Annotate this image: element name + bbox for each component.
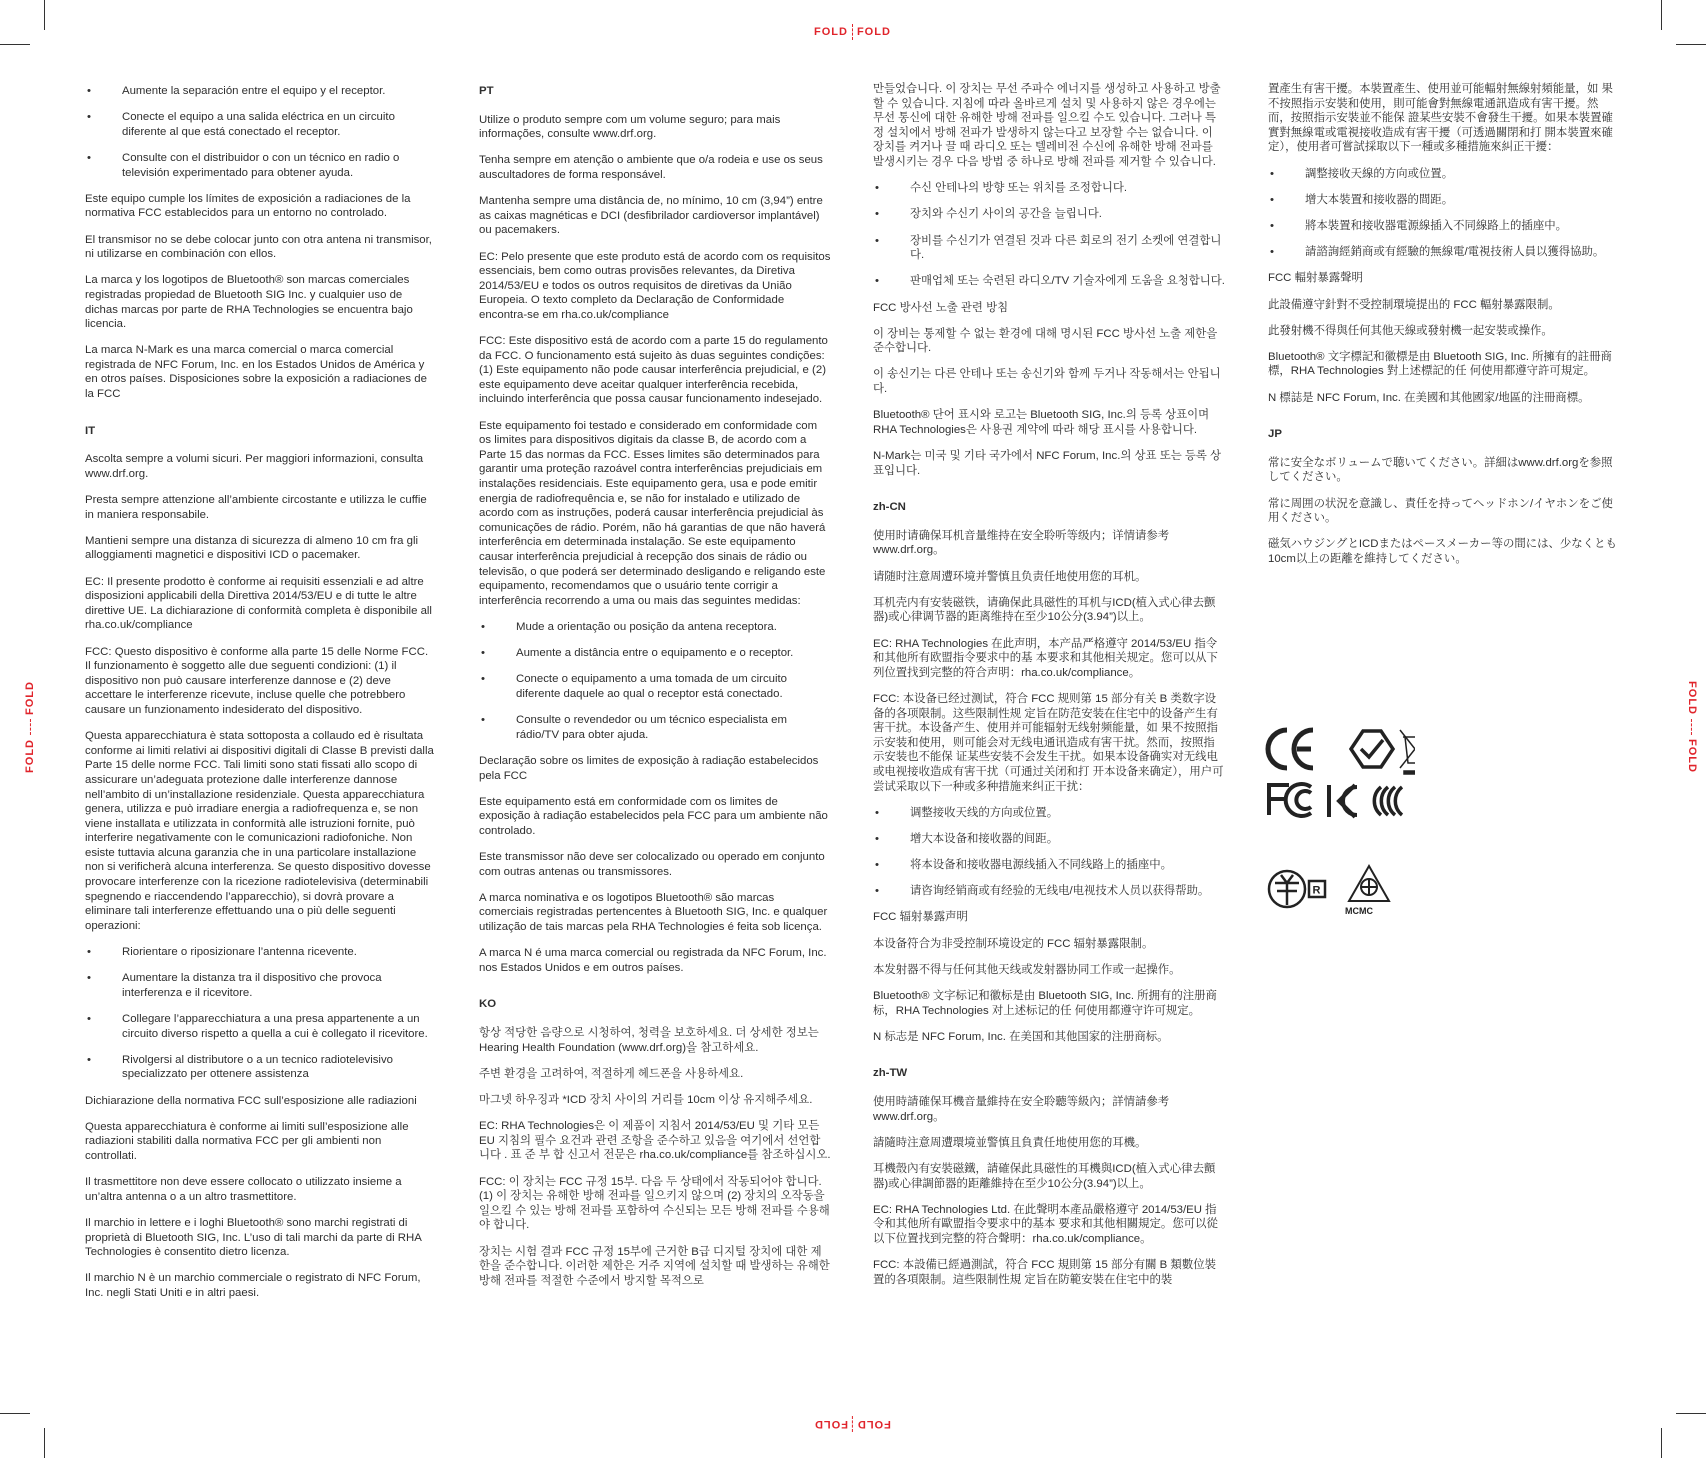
list-item: • 請諮詢經銷商或有經驗的無線電/電視技術人員以獲得協助。: [1268, 245, 1619, 260]
fold-label: FOLD: [23, 739, 36, 773]
list-item: • Rivolgersi al distributore o a un tecnico radiotelevisivo specializzato per ottenere assistenza: [85, 1053, 436, 1082]
paragraph: 항상 적당한 음량으로 시청하여, 청력을 보호하세요. 더 상세한 정보는 Hearing Health Foundation (www.drf.org)을 참고하세요.: [479, 1027, 819, 1054]
paragraph: Questa apparecchiatura è conforme ai limiti sull’esposizione alle radiazioni stabiliti dalla normativa FCC per gli ambienti non controllati.: [85, 1120, 409, 1162]
list-item: • 판매업체 또는 숙련된 라디오/TV 기술자에게 도움을 요청합니다.: [873, 274, 1225, 289]
telec-r-label: R: [1312, 884, 1321, 897]
fold-label: FOLD: [1685, 739, 1698, 773]
paragraph: Dichiarazione della normativa FCC sull’esposizione alle radiazioni: [85, 1094, 417, 1107]
crop-mark: [1661, 1428, 1662, 1458]
telec-mark-icon: [1269, 871, 1325, 907]
list-item: • Consulte o revendedor ou um técnico especialista em rádio/TV para obter ajuda.: [479, 713, 831, 742]
paragraph: Este equipamento foi testado e considerado em conformidade com os limites para dispositivos digitais da classe B, de acordo com a Parte 15 das normas da FCC. Esses limites são determinados para garantir uma proteção razoável contra interferências prejudiciais em instalações residenciais. Este equipamento gera, usa e pode emitir energia de radiofrequência e, se não for instalado e utilizado de acordo com as instruções, poderá causar interferência prejudicial às comunicações de rádio. Porém, não há garantias de que não haverá interferência em determinada instalação. Se este equipamento causar interferência prejudicial à recepção dos sinais de rádio ou televisão, o que poderá ser determinado desligando e religando este equipamento, recomendamos que o usuário tente corrigir a interferência recorrendo a uma ou mais das seguintes medidas:: [479, 419, 826, 607]
paragraph: EC: RHA Technologies은 이 제품이 지침서 2014/53/EU 및 기타 모든 EU 지침의 필수 요건과 관련 조항을 준수하고 있음을 여기에서 선언합니다 . 표 준 부 합 신고서 전문은 rha.co.uk/compliance를 참조하십시오.: [479, 1120, 831, 1162]
paragraph: 장치는 시험 결과 FCC 규정 15부에 근거한 B급 디지털 장치에 대한 제한을 준수합니다. 이러한 제한은 거주 지역에 설치할 때 발생하는 유해한 방해 전파를 적절한 수준에서 방지할 목적으로: [479, 1245, 830, 1287]
paragraph: Este equipo cumple los límites de exposición a radiaciones de la normativa FCC establecidos para un entorno no controlado.: [85, 192, 411, 220]
paragraph: Utilize o produto sempre com um volume seguro; para mais informações, consulte www.drf.org.: [479, 113, 781, 141]
paragraph: FCC 輻射暴露聲明: [1268, 272, 1363, 285]
paragraph: N-Mark는 미국 및 기타 국가에서 NFC Forum, Inc.의 상표 또는 등록 상표입니다.: [873, 450, 1222, 477]
kc-mark-icon: [1329, 785, 1357, 817]
list-item: • Conecte o equipamento a uma tomada de um circuito diferente daquele ao qual o receptor está conectado.: [479, 672, 831, 701]
fold-label: FOLD: [1685, 681, 1698, 715]
paragraph: 置產生有害干擾。本裝置產生、使用並可能輻射無線射頻能量，如 果不按照指示安裝和使用，則可能會對無線電通訊造成有害干擾。然而，按照指示安裝並不能保 證某些安裝不會發生干擾。如果本裝置確實對無線電或電視接收造成有害干擾（可透過關閉和打 開本裝置來確定），使用者可嘗試採取以下一種或多種措施來糾正干擾：: [1268, 83, 1613, 154]
list-item: • 장비를 수신기가 연결된 것과 다른 회로의 전기 소켓에 연결합니다.: [873, 234, 1225, 263]
paragraph: Il trasmettitore non deve essere collocato o utilizzato insieme a un’altra antenna o a un altro trasmettitore.: [85, 1176, 402, 1203]
list-item: • Aumentare la distanza tra il dispositivo che provoca interferenza e il ricevitore.: [85, 971, 436, 1000]
section-heading: IT: [85, 424, 96, 437]
paragraph: La marca N-Mark es una marca comercial o marca comercial registrada de NFC Forum, Inc. en los Estados Unidos de América y en otros países. Disposiciones sobre la exposición a radiaciones de la FCC: [85, 344, 427, 401]
paragraph: EC: Pelo presente que este produto está de acordo com os requisitos essenciais, bem como outras provisões relevantes, da Diretiva 2014/53/EU e todos os outros requisitos de diretivas da União Europeia. O texto completo da Declaração de Conformidade encontra-se em rha.co.uk/compliance: [479, 250, 831, 321]
paragraph: Bluetooth® 文字标记和徽标是由 Bluetooth SIG, Inc. 所拥有的注册商标，RHA Technologies 对上述标记的任 何使用都遵守许可规定。: [873, 990, 1217, 1017]
section-heading: KO: [479, 998, 497, 1011]
paragraph: 주변 환경을 고려하여, 적절하게 헤드폰을 사용하세요.: [479, 1067, 744, 1080]
section-heading: PT: [479, 85, 494, 97]
paragraph: Este transmissor não deve ser colocalizado ou operado em conjunto com outras antenas ou transmissores.: [479, 851, 825, 878]
bullet-list: [479, 620, 831, 742]
list-item: • Riorientare o riposizionare l’antenna ricevente.: [85, 945, 436, 960]
crop-mark: [44, 1428, 45, 1458]
list-item: • 将本设备和接收器电源线插入不同线路上的插座中。: [873, 858, 1225, 873]
paragraph: A marca N é uma marca comercial ou registrada da NFC Forum, Inc. nos Estados Unidos e em outros países.: [479, 947, 827, 974]
paragraph: FCC 辐射暴露声明: [873, 911, 968, 924]
paragraph: 이 송신기는 다른 안테나 또는 송신기와 함께 두거나 작동해서는 안됩니다.: [873, 368, 1221, 396]
mcmc-mark-icon: [1345, 866, 1389, 915]
section-heading: zh-TW: [873, 1067, 908, 1080]
paragraph: La marca y los logotipos de Bluetooth® son marcas comerciales registradas propiedad de Bluetooth SIG Inc. y cualquier uso de dichas marcas por parte de RHA Technologies se encuentra bajo licencia.: [85, 274, 413, 331]
list-item: • Conecte el equipo a una salida eléctrica en un circuito diferente al que está conectado el receptor.: [85, 110, 436, 139]
crop-mark: [1661, 0, 1662, 30]
list-item: • Collegare l’apparecchiatura a una presa appartenente a un circuito diverso rispetto a quella a cui è collegato il ricevitore.: [85, 1012, 436, 1041]
certification-symbols: [1265, 725, 1415, 915]
ce-mark-icon: [1268, 730, 1313, 768]
fold-mark-top: [814, 24, 891, 40]
fold-label: FOLD: [856, 1418, 891, 1430]
fold-label: FOLD: [856, 26, 891, 38]
paragraph: Il marchio in lettere e i loghi Bluetooth® sono marchi registrati di proprietà di Bluetooth SIG, Inc. L’uso di tali marchi da parte di RHA Technologies è consentito dietro licenza.: [85, 1216, 422, 1259]
paragraph: 耳機殼內有安裝磁鐵，請確保此具磁性的耳機與ICD(植入式心律去顫器)或心律調節器的距離維持在至少10公分(3.94”)以上。: [873, 1162, 1216, 1190]
list-item: • Consulte con el distribuidor o con un técnico en radio o televisión experimentado para obtener ayuda.: [85, 151, 436, 180]
bullet-list: [85, 945, 436, 1082]
crop-mark: [1676, 44, 1706, 45]
paragraph: N 标志是 NFC Forum, Inc. 在美国和其他国家的注册商标。: [873, 1030, 1169, 1043]
paragraph: 此設備遵守針對不受控制環境提出的 FCC 輻射暴露限制。: [1268, 298, 1560, 311]
fold-label: FOLD: [23, 681, 36, 715]
paragraph: Mantieni sempre una distanza di sicurezza di almeno 10 cm fra gli alloggiamenti magnetici e dispositivi ICD o pacemaker.: [85, 534, 419, 562]
paragraph: A marca nominativa e os logotipos Bluetooth® são marcas comerciais registradas pertencentes à Bluetooth SIG, Inc. e qualquer utilização de tais marcas pela RHA Technologies é feita sob licença.: [479, 891, 828, 934]
paragraph: FCC 방사선 노출 관련 방침: [873, 301, 1009, 314]
paragraph: Declaração sobre os limites de exposição à radiação estabelecidos pela FCC: [479, 754, 819, 782]
bullet-list: [873, 806, 1225, 899]
paragraph: 常に周囲の状況を意識し、責任を持ってヘッドホン/イヤホンをご使用ください。: [1268, 497, 1613, 525]
fold-mark-right: [1686, 681, 1698, 773]
list-item: • 增大本裝置和接收器的間距。: [1268, 193, 1619, 208]
column-3: [873, 82, 1225, 1299]
column-2: [479, 84, 831, 1300]
paragraph: 此發射機不得與任何其他天線或發射機一起安裝或操作。: [1268, 324, 1553, 337]
crop-mark: [0, 44, 30, 45]
paragraph: 本发射器不得与任何其他天线或发射器协同工作或一起操作。: [873, 963, 1181, 976]
paragraph: 磁気ハウジングとICDまたはペースメーカー等の間には、少なくとも10cm以上の距離を維持してください。: [1268, 538, 1617, 565]
bullet-list: [873, 181, 1225, 289]
paragraph: FCC: 本设备已经过测试，符合 FCC 规则第 15 部分有关 B 类数字设备的各项限制。这些限制性规 定旨在防范安装在住宅中的设备产生有害干扰。本设备产生、使用并可能辐射无线射频能量，如 果不按照指示安装和使用，则可能会对无线电通讯造成有害干扰。然而，按照指示安装也不能保 证某些安装不会发生干扰。如果本设备确实对无线电或电视接收造成有害干扰（可通过关闭和打 开本设备来确定），用户可尝试采取以下一种或多种措施来纠正干扰：: [873, 692, 1224, 793]
paragraph: Tenha sempre em atenção o ambiente que o/a rodeia e use os seus auscultadores de forma responsável.: [479, 154, 823, 181]
section-heading: JP: [1268, 428, 1282, 441]
bullet-list: [1268, 167, 1619, 260]
paragraph: Il marchio N è un marchio commerciale o registrato di NFC Forum, Inc. negli Stati Uniti e in altri paesi.: [85, 1272, 421, 1299]
section-heading: zh-CN: [873, 501, 906, 514]
paragraph: 请随时注意周遭环境并警慎且负责任地使用您的耳机。: [873, 570, 1147, 583]
paragraph: Bluetooth® 단어 표시와 로고는 Bluetooth SIG, Inc.의 등록 상표이며 RHA Technologies은 사용권 계약에 따라 해당 표시를 사용합니다.: [873, 409, 1210, 436]
paragraph: 이 장비는 통제할 수 없는 환경에 대해 명시된 FCC 방사선 노출 제한을 준수합니다.: [873, 327, 1218, 355]
fold-line: [29, 719, 30, 735]
paragraph: EC: Il presente prodotto è conforme ai requisiti essenziali e ad altre disposizioni applicabili della Direttiva 2014/53/EU e di tutte le altre direttive UE. La dichiarazione di conformità completa è disponibile all rha.co.uk/compliance: [85, 575, 432, 632]
paragraph: 請隨時注意周遭環境並警慎且負責任地使用您的耳機。: [873, 1136, 1147, 1149]
paragraph: El transmisor no se debe colocar junto con otra antena ni transmisor, ni utilizarse en combinación con ellos.: [85, 233, 432, 261]
paragraph: N 標誌是 NFC Forum, Inc. 在美國和其他國家/地區的注冊商標。: [1268, 391, 1590, 404]
fold-line: [1691, 719, 1692, 735]
paragraph: 使用時請確保耳機音量維持在安全聆聽等級內；詳情請參考 www.drf.org。: [873, 1095, 1170, 1123]
paragraph: FCC: 本設備已經過測試，符合 FCC 規則第 15 部分有關 B 類數位裝置的各項限制。這些限制性規 定旨在防範安裝在住宅中的裝: [873, 1259, 1216, 1286]
paragraph: EC: RHA Technologies Ltd. 在此聲明本產品嚴格遵守 2014/53/EU 指令和其他所有歐盟指令要求中的基本 要求和其他相關規定。您可以從以下位置找到完整的符合聲明：rha.co.uk/compliance。: [873, 1203, 1218, 1245]
weee-bin-icon: [1400, 730, 1415, 774]
fold-line: [852, 24, 853, 40]
list-item: • 將本裝置和接收器電源線插入不同線路上的插座中。: [1268, 219, 1619, 234]
paragraph: Este equipamento está em conformidade com os limites de exposição à radiação estabelecidos pela FCC para um ambiente não controlado.: [479, 795, 828, 837]
fold-mark-left: [24, 681, 36, 773]
crop-mark: [0, 1413, 30, 1414]
crop-mark: [1676, 1413, 1706, 1414]
paragraph: Ascolta sempre a volumi sicuri. Per maggiori informazioni, consulta www.drf.org.: [85, 453, 424, 480]
list-item: • Mude a orientação ou posição da antena receptora.: [479, 620, 831, 635]
list-item: • 수신 안테나의 방향 또는 위치를 조정합니다.: [873, 181, 1225, 196]
list-item: • 增大本设备和接收器的间距。: [873, 832, 1225, 847]
paragraph: 마그넷 하우징과 *ICD 장치 사이의 거리를 10cm 이상 유지해주세요.: [479, 1093, 813, 1106]
fold-mark-bottom: [814, 1416, 891, 1432]
paragraph: Mantenha sempre uma distância de, no mínimo, 10 cm (3,94”) entre as caixas magnéticas e DCI (desfibrilador cardioversor implantável) ou pacemakers.: [479, 195, 823, 237]
bullet-list: [85, 84, 436, 180]
paragraph: EC: RHA Technologies 在此声明，本产品严格遵守 2014/53/EU 指令和其他所有欧盟指令要求中的基 本要求和其他相关规定。您可以从下列位置找到完整的符合声明：rha.co.uk/compliance。: [873, 637, 1218, 679]
paragraph: Presta sempre attenzione all’ambiente circostante e utilizza le cuffie in maniera responsabile.: [85, 494, 427, 521]
list-item: • 请咨询经销商或有经验的无线电/电视技术人员以获得帮助。: [873, 884, 1225, 899]
nfc-mark-icon: [1374, 787, 1402, 815]
column-4: [1268, 82, 1619, 578]
crop-mark: [44, 0, 45, 30]
list-item: • 调整接收天线的方向或位置。: [873, 806, 1225, 821]
paragraph: 常に安全なボリュームで聴いてください。詳細はwww.drf.orgを参照してください。: [1268, 456, 1613, 484]
list-item: • Aumente a distância entre o equipamento e o receptor.: [479, 646, 831, 661]
paragraph: FCC: Este dispositivo está de acordo com a parte 15 do regulamento da FCC. O funcionamento está sujeito às duas seguintes condições: (1) Este equipamento não pode causar interferência prejudicial, e (2) este equipamento deve aceitar qualquer interferência recebida, incluindo interferência que possa causar funcionamento indesejado.: [479, 335, 828, 406]
paragraph: 使用时请确保耳机音量维持在安全聆听等级内；详情请参考 www.drf.org。: [873, 529, 1170, 557]
mcmc-label: MCMC: [1345, 906, 1373, 915]
paragraph: 耳机壳内有安装磁铁，请确保此具磁性的耳机与ICD(植入式心律去颤器)或心律调节器的距离维持在至少10公分(3.94”)以上。: [873, 596, 1216, 624]
paragraph: Bluetooth® 文字標記和徽標是由 Bluetooth SIG, Inc. 所擁有的註冊商標，RHA Technologies 對上述標記的任 何使用都遵守許可規定。: [1268, 350, 1612, 378]
paragraph: FCC: 이 장치는 FCC 규정 15부. 다음 두 상태에서 작동되어야 합니다. (1) 이 장치는 유해한 방해 전파를 일으키지 않으며 (2) 장치의 오작동을 일으킬 수 있는 방해 전파를 포함하여 수신되는 모든 방해 전파를 수용해야 합니다.: [479, 1175, 830, 1232]
fcc-mark-icon: [1269, 784, 1311, 816]
paragraph: FCC: Questo dispositivo è conforme alla parte 15 delle Norme FCC. Il funzionamento è soggetto alle due seguenti condizioni: (1) il dispositivo non può causare interferenze dannose e (2) deve accettare le interferenze ricevute, incluse quelle che potrebbero causare un funzionamento indesiderato del dispositivo.: [85, 645, 429, 716]
fold-label: FOLD: [814, 1418, 848, 1430]
fold-line: [852, 1416, 853, 1432]
rcm-mark-icon: [1351, 731, 1393, 767]
list-item: • 장치와 수신기 사이의 공간을 늘립니다.: [873, 207, 1225, 222]
paragraph: Questa apparecchiatura è stata sottoposta a collaudo ed è risultata conforme ai limiti relativi ai dispositivi digitali di Classe B previsti dalla Parte 15 delle norme FCC. Tali limiti sono stati fissati allo scopo di assicurare un’adeguata protezione dalle interferenze dannose nell’ambito di un’installazione residenziale. Questa apparecchiatura genera, utilizza e può irradiare energia a radiofrequenza e, se non viene installata e utilizzata in conformità alle istruzioni fornite, può interferire negativamente con le comunicazioni radiofoniche. Non esiste tuttavia alcuna garanzia che in una particolare installazione non si verificherà alcuna interferenza. Se questo dispositivo dovesse provocare interferenze con la ricezione radiotelevisiva (determinabili spegnendo e riaccendendo l’apparecchio), si dovrà provare a eliminare tali interferenze effettuando una o più delle seguenti operazioni:: [85, 730, 434, 932]
column-1: [85, 84, 436, 1312]
list-item: • 調整接收天線的方向或位置。: [1268, 167, 1619, 182]
fold-label: FOLD: [814, 26, 848, 38]
list-item: • Aumente la separación entre el equipo y el receptor.: [85, 84, 436, 99]
paragraph: 만들었습니다. 이 장치는 무선 주파수 에너지를 생성하고 사용하고 방출할 수 있습니다. 지침에 따라 올바르게 설치 및 사용하지 않은 경우에는 무선 통신에 대한 유해한 방해 전파를 일으킬 수도 있습니다. 그러나 특정 설치에서 방해 전파가 발생하지 않는다고 보장할 수는 없습니다. 이 장치를 켜거나 끌 때 라디오 또는 텔레비전 수신에 유해한 방해 전파를 발생시키는 경우 다음 방법 중 하나로 방해 전파를 제거할 수 있습니다.: [873, 83, 1221, 168]
paragraph: 本设备符合为非受控制环境设定的 FCC 辐射暴露限制。: [873, 937, 1154, 950]
